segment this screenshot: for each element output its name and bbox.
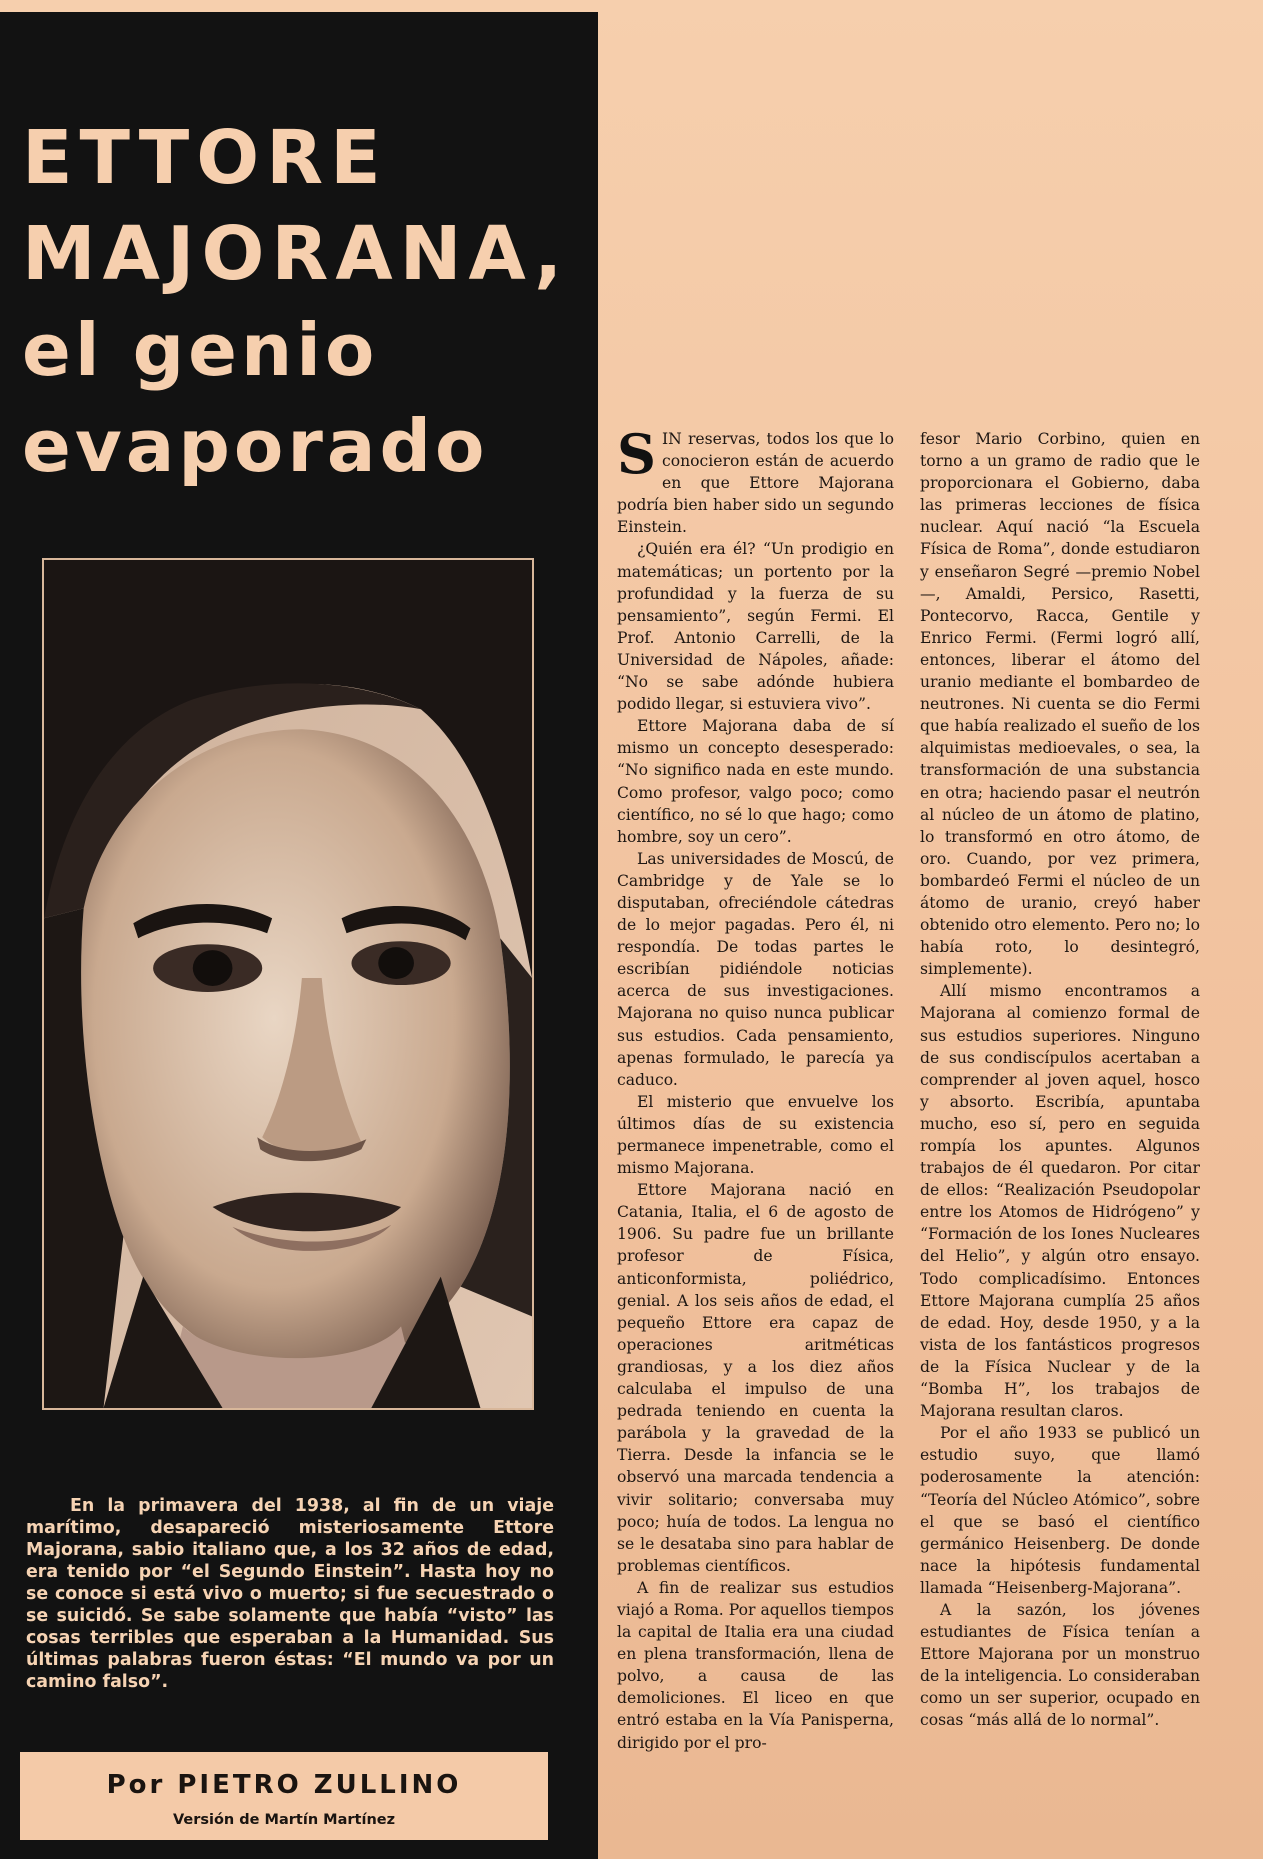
portrait-photo [42,558,534,1410]
paragraph: Allí mismo encontramos a Majorana al comienzo formal de sus estudios superiores. Ninguno de sus condiscípulos acertaban a comprender al joven aquel, hosco y absorto. Escribía, apuntaba mucho, eso sí, pero en seguida rompía los apuntes. Algunos trabajos de él quedaron. Por citar de ellos: “Realización Pseudopolar entre los Atomos de Hidrógeno” y “Formación de los Iones Nucleares del Helio”, y algún otro ensayo. Todo complicadísimo. Entonces Ettore Majorana cumplía 25 años de edad. Hoy, desde 1950, y a la vista de los fantásticos progresos de la Física Nuclear y de la “Bomba H”, los trabajos de Majorana resultan claros. [920,982,1200,1421]
title-line: el genio [22,308,379,392]
author-byline: Por PIETRO ZULLINO [106,1770,462,1800]
paragraph: fesor Mario Corbino, quien en torno a un gramo de radio que le proporcionara el Gobierno, daba las primeras lecciones de física nuclear. Aquí nació “la Escuela Física de Roma”, donde estudiaron y enseñaron Segré —premio Nobel—, Amaldi, Persico, Rasetti, Pontecorvo, Racca, Gentile y Enrico Fermi. (Fermi logró allí, entonces, liberar el átomo del uranio mediante el bombardeo de neutrones. Ni cuenta se dio Fermi que había realizado el sueño de los alquimistas medioevales, o sea, la transformación de una substancia en otra; haciendo pasar el neutrón al núcleo de un átomo de platino, lo transformó en otro átomo, de oro. Cuando, por vez primera, bombardeó Fermi el núcleo de un átomo de uranio, creyó haber obtenido otro elemento. Pero no; lo había roto, lo desintegró, simplemente). [920,430,1200,979]
paragraph [617,422,894,538]
paragraph-text: IN reservas, todos los que lo conocieron están de acuerdo en que Ettore Majorana podría bien haber sido un segundo Einstein. [617,430,894,537]
text-column-2 [920,428,1200,1732]
title-panel [0,12,598,1859]
paragraph: Las universidades de Moscú, de Cambridge y de Yale se lo disputaban, ofreciéndole cátedras de lo mejor pagadas. Pero él, ni respondía. De todas partes le escribían pidiéndole noticias acerca de sus investigaciones. Majorana no quiso nunca publicar sus estudios. Cada pensamiento, apenas formulado, le parecía ya caduco. [617,849,894,1089]
title-line: evaporado [22,404,489,488]
byline-box [20,1752,548,1840]
paragraph: El misterio que envuelve los últimos días de su existencia permanece impenetrable, como el mismo Majorana. [617,1092,894,1178]
title-line: ETTORE [22,115,388,201]
portrait-illustration [44,560,532,1408]
paragraph: A la sazón, los jóvenes estudiantes de Física tenían a Ettore Majorana por un monstruo de la inteligencia. Lo consideraban como un ser superior, ocupado en cosas “más allá de lo normal”. [920,1600,1200,1730]
paragraph: Ettore Majorana daba de sí mismo un concepto desesperado: “No significo nada en este mundo. Como profesor, valgo poco; como científico, no sé lo que hago; como hombre, soy un cero”. [617,717,894,846]
article-lead-caption: En la primavera del 1938, al fin de un viaje marítimo, desapareció misteriosamente Ettore Majorana, sabio italiano que, a los 32 años de edad, era tenido por “el Segundo Einstein”. Hasta hoy no se conoce si está vivo o muerto; si fue secuestrado o se suicidó. Se sabe solamente que había “visto” las cosas terribles que esperaban a la Humanidad. Sus últimas palabras fueron éstas: “El mundo va por un camino falso”. [26,1496,554,1693]
text-column-1 [617,422,894,1754]
title-line: MAJORANA, [22,211,570,297]
paragraph: ¿Quién era él? “Un prodigio en matemáticas; un portento por la profundidad y la fuerza de su pensamiento”, según Fermi. El Prof. Antonio Carrelli, de la Universidad de Nápoles, añade: “No se sabe adónde hubiera podido llegar, si estuviera vivo”. [617,540,894,714]
paragraph: Por el año 1933 se publicó un estudio suyo, que llamó poderosamente la atención: “Teoría del Núcleo Atómico”, sobre el que se basó el científico germánico Heisenberg. De donde nace la hipótesis fundamental llamada “Heisenberg-Majorana”. [920,1424,1200,1597]
paragraph: A fin de realizar sus estudios viajó a Roma. Por aquellos tiempos la capital de Italia era una ciudad en plena transformación, llena de polvo, a causa de las demoliciones. El liceo en que entró estaba en la Vía Panisperna, dirigido por el pro- [617,1578,894,1752]
translator-credit: Versión de Martín Martínez [172,1812,396,1828]
paragraph: Ettore Majorana nació en Catania, Italia, el 6 de agosto de 1906. Su padre fue un brillante profesor de Física, anticonformista, poliédrico, genial. A los seis años de edad, el pequeño Ettore era capaz de operaciones aritméticas grandiosas, y a los diez años calculaba el impulso de una pedrada teniendo en cuenta la parábola y la gravedad de la Tierra. Desde la infancia se le observó una marcada tendencia a vivir solitario; conversaba muy poco; huía de todos. La lengua no se le desataba sino para hablar de problemas científicos. [617,1181,894,1575]
article-title [22,110,582,494]
drop-cap: S [617,422,656,486]
